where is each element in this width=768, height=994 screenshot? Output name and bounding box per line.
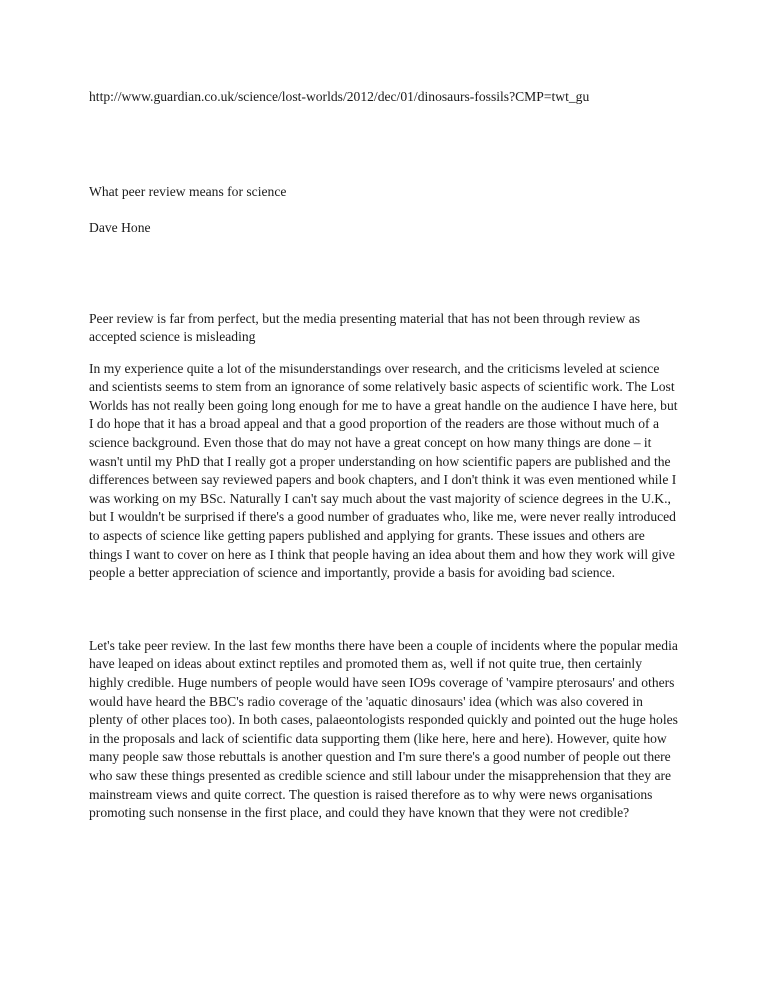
author-byline: Dave Hone [89,220,151,235]
document-content [89,88,679,823]
spacer-url-title [89,107,679,183]
article-paragraph: In my experience quite a lot of the misunderstandings over research, and the criticisms leveled at science and scientists seems to stem from an ignorance of some relatively basic aspects of scientific work. The Lost Worlds has not really been going long enough for me to have a great handle on the audience I have here, but I do hope that it has a broad appeal and that a good proportion of the readers are those without much of a science background. Even those that do may not have a great concept on how many things are done – it wasn't until my PhD that I really got a proper understanding on how scientific papers are published and the differences between say reviewed papers and book chapters, and I don't think it was even mentioned while I was working on my BSc. Naturally I can't say much about the vast majority of science degrees in the U.K., but I wouldn't be surprised if there's a good number of graduates who, like me, were never really introduced to aspects of science like getting papers published and applying for grants. These issues and others are things I want to cover on here as I think that people having an idea about them and how they work will give people a better appreciation of science and importantly, provide a basis for avoiding bad science. [89,360,678,581]
source-url: http://www.guardian.co.uk/science/lost-worlds/2012/dec/01/dinosaurs-fossils?CMP=twt_gu [89,89,590,104]
article-standfirst: Peer review is far from perfect, but the media presenting material that has not been through review as accepted science is misleading [89,310,641,345]
spacer-between-paragraphs [89,583,679,624]
page-title: What peer review means for science [89,183,287,199]
spacer-byline-standfirst [89,238,679,310]
article-paragraph: Let's take peer review. In the last few months there have been a couple of incidents where the popular media have leaped on ideas about extinct reptiles and promoted them as, well if not quite true, then certainly highly credible. Huge numbers of people would have seen IO9s coverage of 'vampire pterosaurs' and others would have heard the BBC's radio coverage of the 'aquatic dinosaurs' idea (which was also covered in plenty of other places too). In both cases, palaeontologists responded quickly and pointed out the huge holes in the proposals and lack of scientific data supporting them (like here, here and here). However, quite how many people saw those rebuttals is another question and I'm sure there's a good number of people out there who saw these things presented as credible science and still labour under the misapprehension that they are mainstream views and quite correct. The question is raised therefore as to why were news organisations promoting such nonsense in the first place, and could they have known that they were not credible? [89,637,678,821]
